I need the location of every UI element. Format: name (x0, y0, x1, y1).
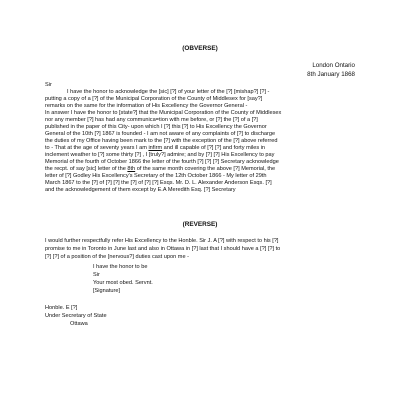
obverse-line: putting a copy of a [?] of the Municipal Corporation of the County of Middlesex for [say?] (45, 96, 263, 102)
addressee-line: Ottawa (70, 321, 88, 327)
letter-place: London Ontario (312, 62, 355, 69)
obverse-line: I have the honor to acknowledge the [sic] [?] of your letter of the [?] [mishap?] [?] - (67, 89, 270, 95)
letter-date: 8th January 1868 (307, 71, 355, 78)
addressee-line: Under Secretary of State (45, 313, 107, 319)
obverse-line: March 1867 to the [?] of [?] [?] the [?] of [?] [?] Esqs. Mr. D. L. Alexander Anderson Esqs. [?] (45, 180, 272, 186)
obverse-line: General of the 10th [?] 1867 is founded - I am not aware of any complaints of [?] to discharge (45, 131, 276, 137)
obverse-line: remarks on the same for the information of His Excellency the Governor General - (45, 103, 248, 109)
obverse-line: letter of [?] Godley His Excellency's Secretary of the 12th October 1866 - My letter of 29th (45, 173, 267, 179)
obverse-line: In answer I have the honor to [state?] that the Municipal Corporation of the County of Middlesex (45, 110, 282, 116)
reverse-line: [?] [?] of a position of the [nervous?] duties cast upon me - (45, 254, 189, 260)
reverse-line: promise to me in Toronto in June last and also in Ottawa in [?] last that I should have a [?] [?] to (45, 246, 281, 252)
obverse-heading: (OBVERSE) (182, 45, 218, 52)
closing-line: I have the honor to be (93, 264, 148, 270)
signature-placeholder: [Signature] (93, 288, 121, 294)
reverse-line: I would further respectfully refer His Excellency to the Honble. Sir J. A [?] with respect to his [?] (45, 238, 279, 244)
obverse-line: and the acknowledgement of them except by E.A Meredith Esq. [?] Secretary (45, 187, 236, 193)
closing-line: Sir (93, 272, 100, 278)
obverse-line: the duties of my Office having been mark to the [?] with the exception of the [?] above referred (45, 138, 278, 144)
obverse-line: Memorial of the fourth of October 1866 the letter of the fourth [?] [?] [?] Secretary acknowledge (45, 159, 279, 165)
obverse-line: inclement weather to [?] some thirty [?] , I [truly?] admire; and by [?] [?] His Excellency to pay (45, 152, 275, 158)
obverse-line: to - That at the age of seventy years I am infirm and ill capable of [?] [?] and forty miles in (45, 145, 266, 151)
reverse-heading: (REVERSE) (182, 221, 218, 228)
obverse-line: nor any member [?] has had any communica=tion with me before, or [?] the [?] of a [?] (45, 117, 258, 123)
addressee-line: Honble. E [?] (45, 305, 78, 311)
closing-line: Your most obed. Servnt. (93, 280, 153, 286)
obverse-line: the recpt. of say [sic] letter of the 8th of the same month covering the above [?] Memorial, the (45, 166, 276, 172)
salutation: Sir (45, 82, 52, 88)
obverse-line: published in the paper of this City- upon which I [?] this [?] to His Excellency the Governor (45, 124, 267, 130)
